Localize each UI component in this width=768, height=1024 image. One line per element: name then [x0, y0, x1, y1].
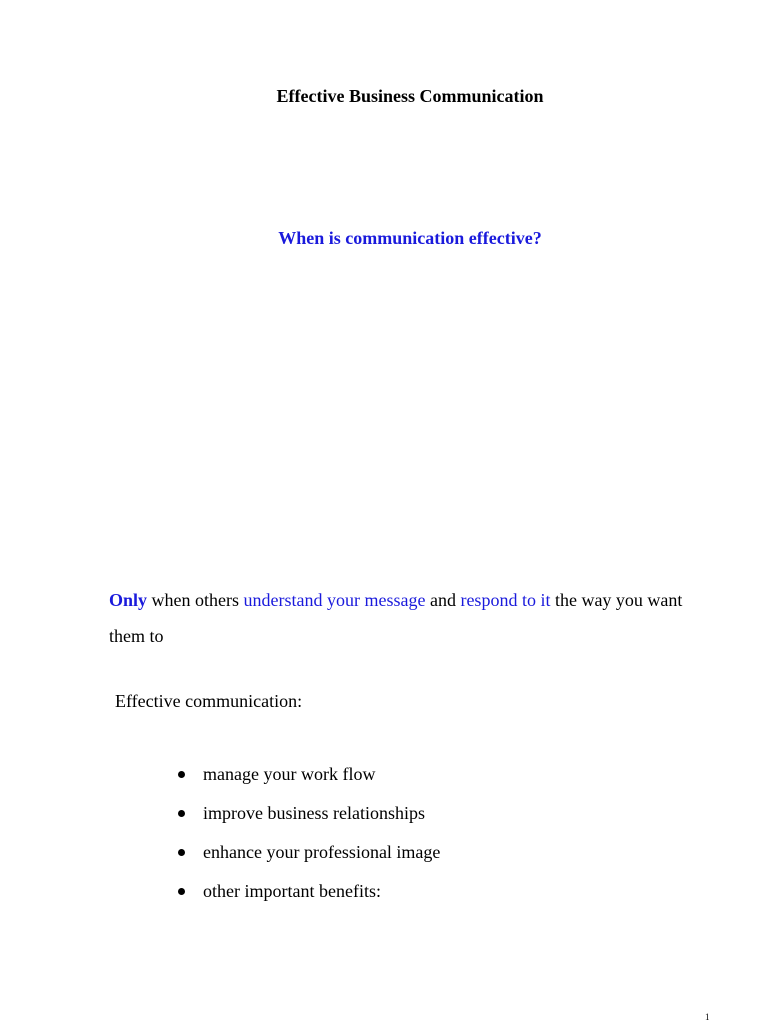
list-item	[178, 839, 440, 878]
answer-paragraph	[109, 582, 719, 654]
list-item-text: other important benefits:	[203, 881, 381, 901]
list-item-text: enhance your professional image	[203, 842, 441, 862]
answer-text-1: when others	[147, 590, 244, 610]
bullet-dot-icon	[178, 888, 185, 895]
page-number: 1	[705, 1012, 710, 1022]
answer-only-word: Only	[109, 590, 148, 610]
answer-understand-phrase: understand your message	[243, 590, 426, 610]
list-item-text: improve business relationships	[203, 803, 425, 823]
question-heading: When is communication effective?	[278, 228, 542, 248]
list-item-text: manage your work flow	[203, 764, 376, 784]
list-heading: Effective communication:	[115, 691, 303, 711]
bullet-dot-icon	[178, 771, 185, 778]
list-item	[178, 761, 440, 800]
answer-text-3: the way you want them to	[109, 590, 683, 646]
list-item	[178, 800, 440, 839]
document-title: Effective Business Communication	[276, 86, 544, 106]
answer-respond-phrase: respond to it	[460, 590, 551, 610]
bullet-dot-icon	[178, 849, 185, 856]
answer-text-2: and	[425, 590, 461, 610]
bullet-dot-icon	[178, 810, 185, 817]
list-item	[178, 878, 440, 917]
benefits-list	[178, 761, 440, 917]
